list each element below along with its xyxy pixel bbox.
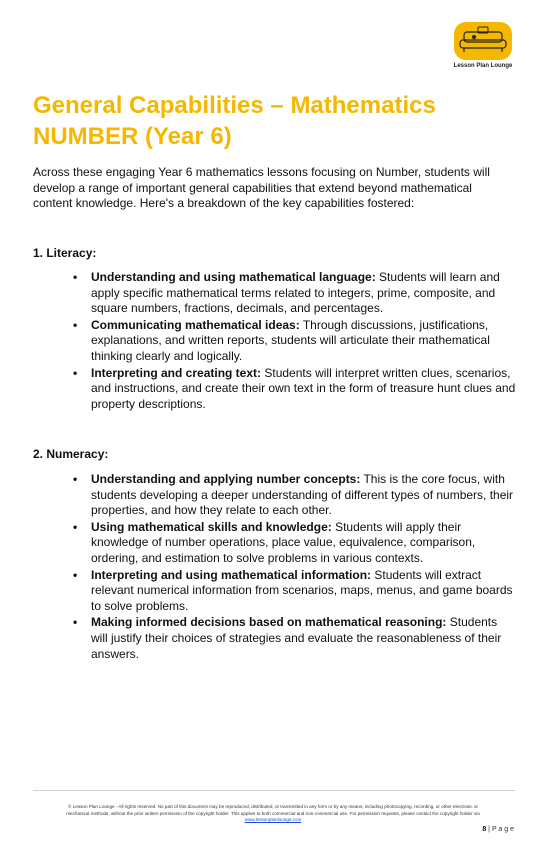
bullet-icon: • xyxy=(73,472,78,486)
item-text: Students will interpret written clues, scenarios, and instructions, and create their own text in the form of treasure hunt clues and property descriptions. xyxy=(91,365,516,411)
bullet-icon: • xyxy=(73,270,78,284)
page-label: | P a g e xyxy=(486,826,514,833)
list-item xyxy=(73,615,516,662)
sofa-logo-icon xyxy=(450,18,516,64)
page-number xyxy=(482,826,514,833)
item-text: Students will extract relevant numerical information from scenarios, maps, menus, and game boards to solve problems. xyxy=(91,567,513,613)
item-heading: Understanding and using mathematical language: xyxy=(91,270,376,284)
bullet-icon: • xyxy=(73,317,78,332)
numeracy-list xyxy=(73,472,516,663)
footer-website-link[interactable]: www.lessonplanlounge.com xyxy=(244,817,302,822)
list-item xyxy=(73,317,516,365)
item-heading: Using mathematical skills and knowledge: xyxy=(91,519,332,534)
item-heading: Communicating mathematical ideas: xyxy=(91,317,300,332)
list-item xyxy=(73,519,516,567)
item-heading: Interpreting and creating text: xyxy=(91,365,262,380)
page-number-value: 8 xyxy=(482,826,487,833)
list-item xyxy=(73,472,516,519)
intro-paragraph: Across these engaging Year 6 mathematics lessons focusing on Number, students will develop a range of important general capabilities that extend beyond mathematical content knowledge. Here's a breakdown of the key capabilities fostered: xyxy=(33,165,490,211)
page-title xyxy=(33,90,513,152)
logo xyxy=(450,18,516,64)
bullet-icon: • xyxy=(73,615,78,630)
section-heading-numeracy: 2. Numeracy: xyxy=(33,447,109,461)
list-item xyxy=(73,270,516,317)
item-text: Students will justify their choices of strategies and evaluate the reasonableness of their answers. xyxy=(91,615,502,661)
list-item xyxy=(73,365,516,413)
footer-line-1: © Lesson Plan Lounge - All rights reserved. No part of this document may be reproduced, distributed, or transmitted in any form or by any means, including photocopying, recording, or other electronic or xyxy=(68,804,478,809)
item-text: This is the core focus, with students developing a deeper understanding of different types of numbers, their properties, and how they relate to each other. xyxy=(91,472,514,518)
footer-divider xyxy=(33,790,515,791)
footer-copyright xyxy=(35,804,511,824)
item-text: Students will learn and apply specific mathematical terms related to integers, prime, composite, and square numbers, fractions, decimals, and percentages. xyxy=(91,270,500,316)
item-text: Through discussions, justifications, explanations, and written reports, students will articulate their mathematical thinking clearly and logically. xyxy=(91,317,490,363)
footer-line-2: mechanical methods, without the prior written permission of the copyright holder. This applies to both commercial and non-commercial use. For permission requests, please contact the copyright holder via xyxy=(66,810,480,816)
bullet-icon: • xyxy=(73,519,78,534)
item-heading: Making informed decisions based on mathematical reasoning: xyxy=(91,615,447,630)
bullet-icon: • xyxy=(73,365,78,380)
title-line-1: General Capabilities – Mathematics xyxy=(33,92,436,119)
item-text: Students will apply their knowledge of number operations, place value, equivalence, comparison, ordering, and estimation to solve problems in various contexts. xyxy=(91,519,476,565)
item-heading: Understanding and applying number concepts: xyxy=(91,472,361,486)
section-heading-literacy: 1. Literacy: xyxy=(33,246,97,260)
list-item xyxy=(73,567,516,615)
title-line-2: NUMBER (Year 6) xyxy=(33,123,232,150)
logo-wordmark: Lesson Plan Lounge xyxy=(453,63,513,69)
bullet-icon: • xyxy=(73,567,78,582)
item-heading: Interpreting and using mathematical information: xyxy=(91,567,372,582)
literacy-list xyxy=(73,270,516,413)
